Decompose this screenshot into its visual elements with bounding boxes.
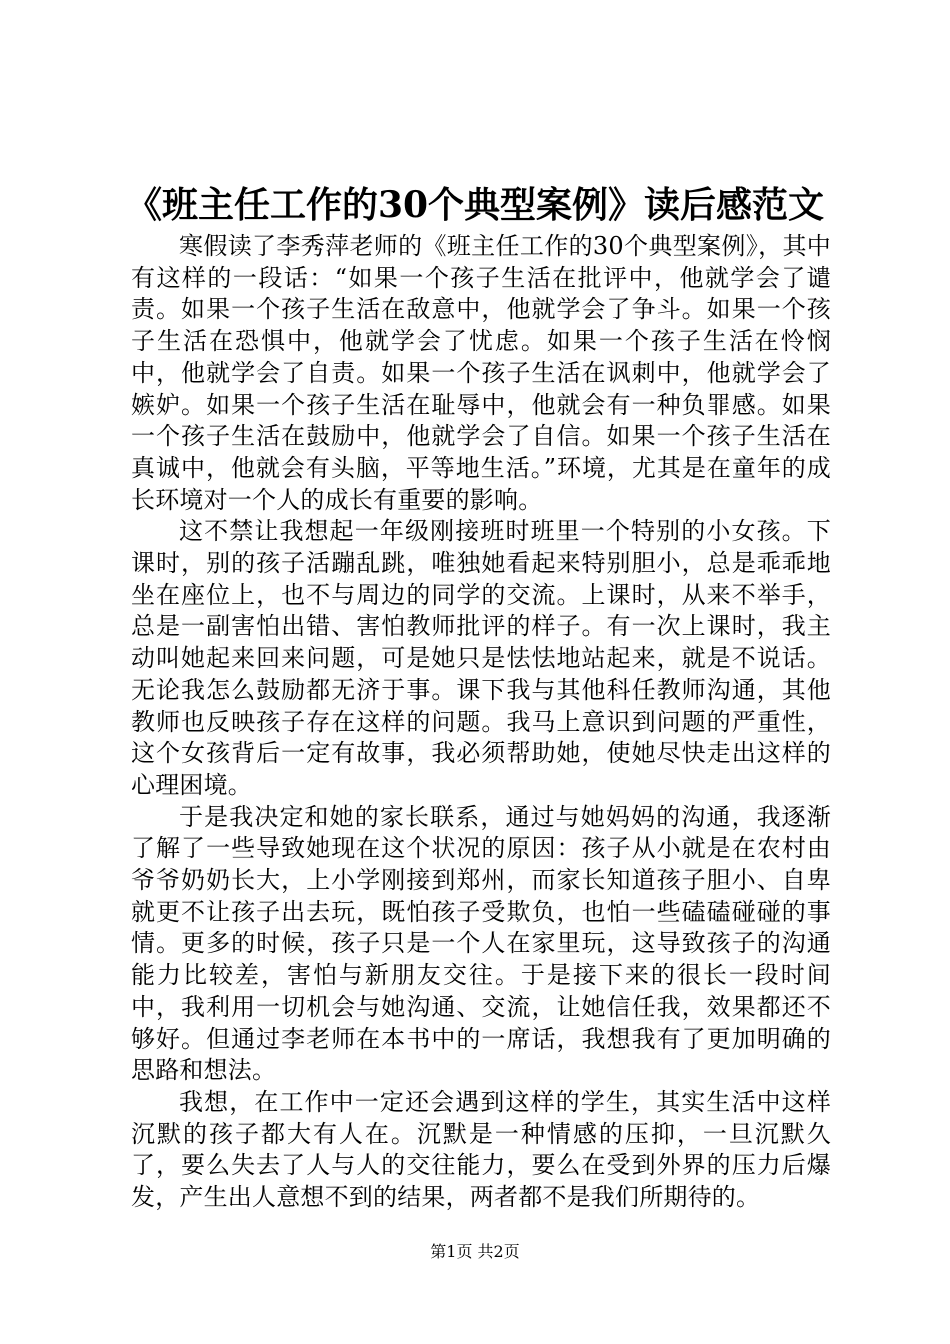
paragraph-4: 我想，在工作中一定还会遇到这样的学生，其实生活中这样沉默的孩子都大有人在。沉默是一种情感的压抑，一旦沉默久了，要么失去了人与人的交往能力，要么在受到外界的压力后爆发，产生出人意想不到的结果，两者都不是我们所期待的。 xyxy=(131,1087,831,1212)
paragraph-3: 于是我决定和她的家长联系，通过与她妈妈的沟通，我逐渐了解了一些导致她现在这个状况的原因：孩子从小就是在农村由爷爷奶奶长大，上小学刚接到郑州，而家长知道孩子胆小、自卑就更不让孩子出去玩，既怕孩子受欺负，也怕一些磕磕碰碰的事情。更多的时候，孩子只是一个人在家里玩，这导致孩子的沟通能力比较差，害怕与新朋友交往。于是接下来的很长一段时间中，我利用一切机会与她沟通、交流，让她信任我，效果都还不够好。但通过李老师在本书中的一席话，我想我有了更加明确的思路和想法。 xyxy=(131,802,831,1085)
paragraph-1: 寒假读了李秀萍老师的《班主任工作的30个典型案例》，其中有这样的一段话：“如果一个孩子生活在批评中，他就学会了谴责。如果一个孩子生活在敌意中，他就学会了争斗。如果一个孩子生活在恐惧中，他就学会了忧虑。如果一个孩子生活在怜悯中，他就学会了自责。如果一个孩子生活在讽刺中，他就学会了嫉妒。如果一个孩子生活在耻辱中，他就会有一种负罪感。如果一个孩子生活在鼓励中，他就学会了自信。如果一个孩子生活在真诚中，他就会有头脑，平等地生活。”环境，尤其是在童年的成长环境对一个人的成长有重要的影响。 xyxy=(131,232,831,514)
paragraph-2: 这不禁让我想起一年级刚接班时班里一个特别的小女孩。下课时，别的孩子活蹦乱跳，唯独她看起来特别胆小，总是乖乖地坐在座位上，也不与周边的同学的交流。上课时，从来不举手，总是一副害怕出错、害怕教师批评的样子。有一次上课时，我主动叫她起来回来问题，可是她只是怯怯地站起来，就是不说话。无论我怎么鼓励都无济于事。课下我与其他科任教师沟通，其他教师也反映孩子存在这样的问题。我马上意识到问题的严重性，这个女孩背后一定有故事，我必须帮助她，使她尽快走出这样的心理困境。 xyxy=(131,517,831,799)
document-body xyxy=(131,231,831,1214)
page-footer: 第1页 共2页 xyxy=(430,1242,520,1261)
document-title: 《班主任工作的30个典型案例》读后感范文 xyxy=(125,184,825,226)
